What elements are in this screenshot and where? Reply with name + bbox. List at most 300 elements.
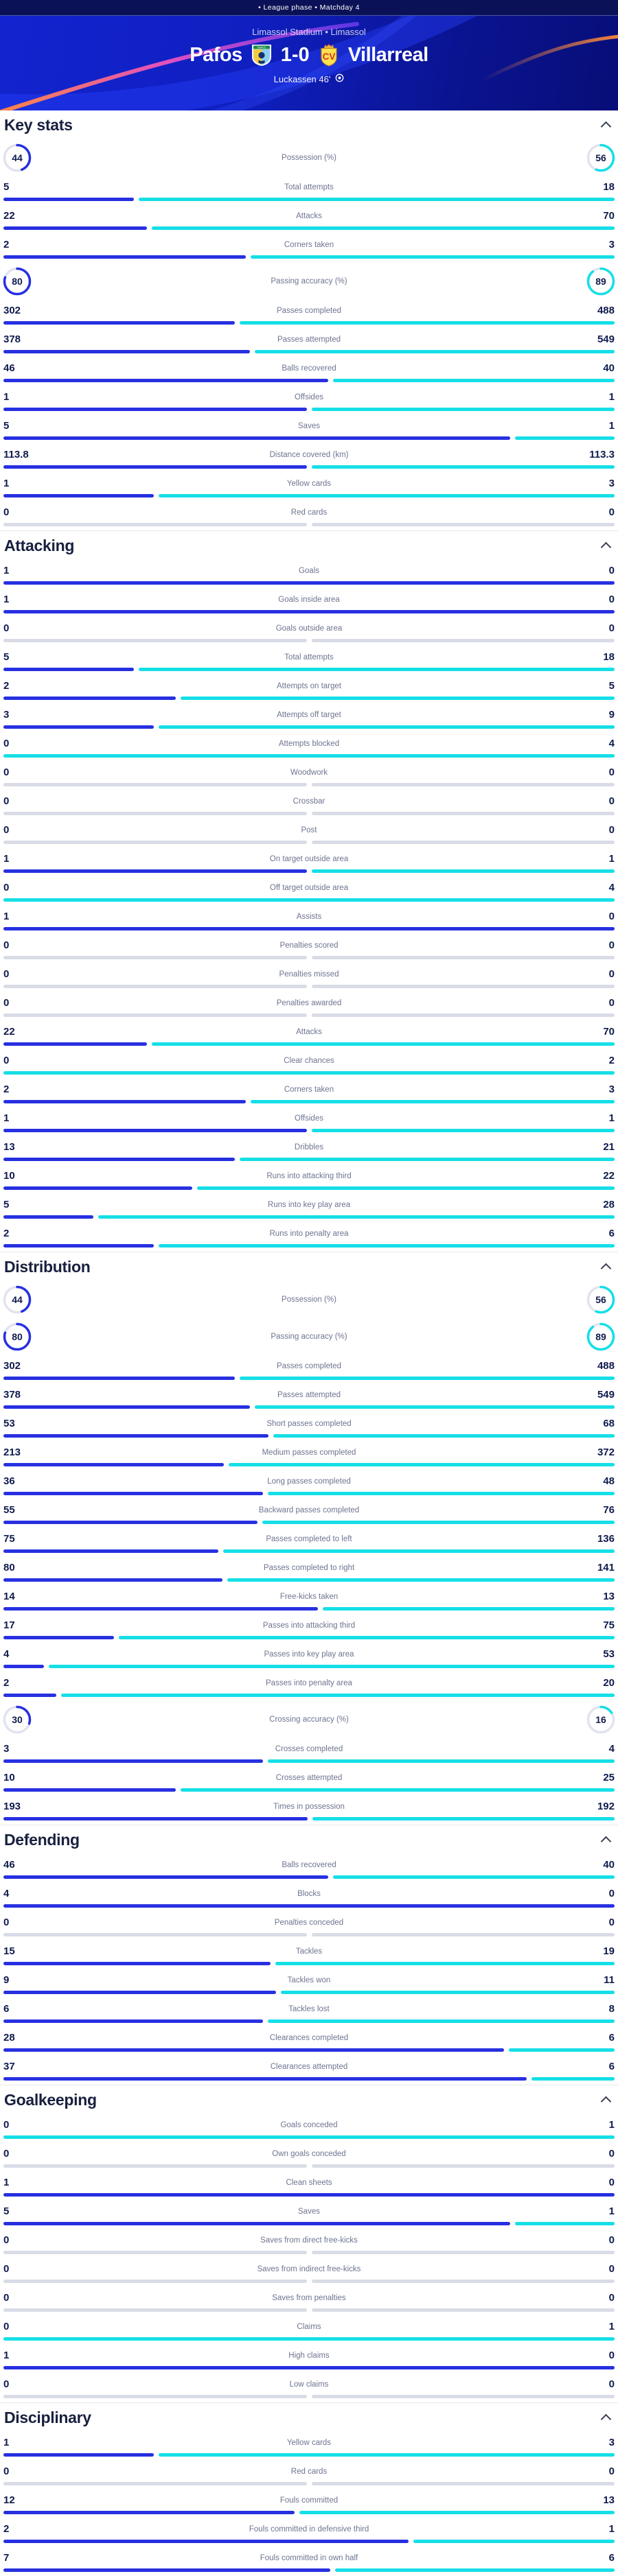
stat-bar bbox=[3, 1434, 615, 1438]
home-value: 9 bbox=[3, 1974, 10, 1986]
stat-row bbox=[0, 2374, 618, 2402]
away-value: 18 bbox=[603, 651, 615, 663]
stat-label: Balls recovered bbox=[282, 1861, 336, 1869]
home-bar-segment bbox=[3, 2482, 307, 2485]
away-bar-segment bbox=[3, 1071, 615, 1075]
home-bar-segment bbox=[3, 1549, 218, 1553]
away-bar-segment bbox=[240, 1158, 615, 1161]
away-value: 0 bbox=[608, 766, 615, 778]
stat-row bbox=[0, 2143, 618, 2172]
stat-row bbox=[0, 234, 618, 263]
home-value: 0 bbox=[3, 2378, 10, 2390]
section-header[interactable] bbox=[0, 1825, 618, 1854]
stat-label: Off target outside area bbox=[269, 884, 349, 892]
stat-label: Tackles bbox=[295, 1947, 323, 1956]
away-value: 4 bbox=[608, 1743, 615, 1755]
stat-bar bbox=[3, 1492, 615, 1495]
away-value: 68 bbox=[603, 1418, 615, 1429]
collapse-chevron-icon[interactable] bbox=[601, 2096, 612, 2107]
stat-row bbox=[0, 1136, 618, 1165]
away-bar-segment bbox=[251, 1100, 615, 1103]
stat-label: Crosses attempted bbox=[275, 1774, 343, 1782]
away-value: 6 bbox=[608, 2061, 615, 2072]
home-value: 13 bbox=[3, 1141, 15, 1153]
away-bar-segment bbox=[312, 783, 615, 786]
stat-row bbox=[0, 2172, 618, 2201]
stat-bar bbox=[3, 1405, 615, 1409]
stat-row bbox=[0, 762, 618, 791]
away-bar-segment bbox=[159, 725, 615, 729]
home-bar-segment bbox=[3, 2395, 307, 2398]
away-value: 70 bbox=[603, 210, 615, 222]
section-attacking bbox=[0, 530, 618, 1252]
home-value: 0 bbox=[3, 882, 10, 893]
away-bar-segment bbox=[312, 2395, 615, 2398]
home-value: 0 bbox=[3, 2234, 10, 2246]
home-value: 0 bbox=[3, 1055, 10, 1066]
away-bar-segment bbox=[312, 1014, 615, 1017]
away-bar-segment bbox=[152, 1042, 615, 1046]
stat-bar bbox=[3, 1549, 615, 1553]
home-value: 0 bbox=[3, 622, 10, 634]
away-value: 0 bbox=[608, 2466, 615, 2477]
stat-label: Corners taken bbox=[284, 241, 334, 249]
home-value: 1 bbox=[3, 391, 10, 403]
home-value: 4 bbox=[3, 1888, 10, 1899]
stat-row bbox=[0, 992, 618, 1021]
away-value: 76 bbox=[603, 1504, 615, 1516]
home-bar-segment bbox=[3, 783, 307, 786]
home-value: 113.8 bbox=[3, 449, 29, 460]
away-value: 0 bbox=[608, 795, 615, 807]
stat-label: Clearances completed bbox=[269, 2034, 349, 2042]
away-value: 0 bbox=[608, 824, 615, 836]
home-value: 1 bbox=[3, 594, 10, 605]
away-bar-segment bbox=[152, 226, 615, 230]
stat-row bbox=[0, 1079, 618, 1108]
stat-bar bbox=[3, 2077, 615, 2081]
stat-label: On target outside area bbox=[269, 855, 349, 863]
away-value: 0 bbox=[608, 2350, 615, 2361]
stat-bar bbox=[3, 1788, 615, 1792]
home-value: 2 bbox=[3, 1084, 10, 1095]
stat-bar bbox=[3, 1042, 615, 1046]
away-bar-segment bbox=[281, 1991, 615, 1994]
stat-row bbox=[0, 473, 618, 502]
stat-row bbox=[0, 1223, 618, 1252]
away-bar-segment bbox=[312, 2251, 615, 2254]
section-header[interactable] bbox=[0, 110, 618, 139]
stat-bar bbox=[3, 2568, 615, 2572]
away-value: 75 bbox=[603, 1619, 615, 1631]
stat-label: Penalties scored bbox=[279, 941, 339, 950]
home-bar-segment bbox=[3, 2308, 307, 2312]
home-value: 7 bbox=[3, 2552, 10, 2564]
stat-label: Clean sheets bbox=[286, 2179, 332, 2187]
away-bar-segment bbox=[119, 1636, 615, 1639]
stat-row bbox=[0, 1998, 618, 2027]
stat-row bbox=[0, 1557, 618, 1586]
home-value: 4 bbox=[3, 1648, 10, 1660]
home-value: 0 bbox=[3, 1917, 10, 1928]
stat-label: Fouls committed in defensive third bbox=[249, 2525, 369, 2533]
away-team-name[interactable]: Villarreal bbox=[347, 43, 428, 66]
stat-row bbox=[0, 1194, 618, 1223]
collapse-chevron-icon[interactable] bbox=[601, 1263, 612, 1274]
home-value: 2 bbox=[3, 680, 10, 692]
stat-row bbox=[0, 2114, 618, 2143]
stat-label: Assists bbox=[296, 913, 322, 921]
away-value: 5 bbox=[608, 680, 615, 692]
stat-bar bbox=[3, 2280, 615, 2283]
home-bar-segment bbox=[3, 2251, 307, 2254]
stat-label: Fouls committed bbox=[279, 2496, 339, 2505]
home-bar-segment bbox=[3, 1129, 307, 1132]
home-value: 53 bbox=[3, 1418, 15, 1429]
match-header bbox=[0, 0, 618, 110]
home-value: 5 bbox=[3, 181, 10, 193]
stat-bar bbox=[3, 1578, 615, 1582]
stat-bar bbox=[3, 1071, 615, 1075]
home-bar-segment bbox=[3, 198, 134, 201]
stat-label: Attempts blocked bbox=[278, 740, 340, 748]
away-bar-segment bbox=[227, 1578, 615, 1582]
away-bar-segment bbox=[333, 1875, 615, 1879]
away-value: 192 bbox=[597, 1801, 615, 1812]
stat-row bbox=[0, 2518, 618, 2547]
football-icon bbox=[335, 73, 344, 82]
away-bar-segment bbox=[3, 2337, 615, 2341]
home-bar-segment bbox=[3, 812, 307, 815]
home-bar-segment bbox=[3, 927, 615, 930]
stat-row bbox=[0, 2056, 618, 2085]
away-value: 6 bbox=[608, 2552, 615, 2564]
home-bar-segment bbox=[3, 350, 250, 353]
svg-text:ΠΑΦΟΣ: ΠΑΦΟΣ bbox=[257, 46, 266, 49]
stat-row bbox=[0, 618, 618, 646]
home-bar-segment bbox=[3, 1244, 154, 1248]
away-value: 20 bbox=[603, 1677, 615, 1689]
stat-row bbox=[0, 263, 618, 300]
home-value: 1 bbox=[3, 2350, 10, 2361]
stat-row bbox=[0, 2432, 618, 2461]
stat-bar bbox=[3, 841, 615, 844]
home-bar-segment bbox=[3, 668, 134, 671]
home-value: 1 bbox=[3, 911, 10, 922]
stat-label: Runs into attacking third bbox=[266, 1172, 352, 1180]
stat-label: Passes into penalty area bbox=[266, 1679, 352, 1687]
stat-bar bbox=[3, 255, 615, 259]
away-value: 3 bbox=[608, 478, 615, 489]
away-value: 0 bbox=[608, 2292, 615, 2304]
stat-label: Backward passes completed bbox=[258, 1506, 360, 1514]
stat-label: Attacks bbox=[296, 1028, 322, 1036]
home-value: 12 bbox=[3, 2494, 15, 2506]
competition-bar bbox=[0, 0, 618, 16]
stats-sections bbox=[0, 110, 618, 2576]
home-bar-segment bbox=[3, 1405, 250, 1409]
home-bar-segment bbox=[3, 2280, 307, 2283]
stat-label: Goals bbox=[298, 567, 320, 575]
stat-label: Passes completed bbox=[277, 1362, 341, 1370]
away-value: 0 bbox=[608, 939, 615, 951]
stat-row bbox=[0, 139, 618, 176]
stat-bar bbox=[3, 2222, 615, 2225]
stat-bar bbox=[3, 2164, 615, 2168]
stat-row bbox=[0, 1413, 618, 1442]
away-value: 70 bbox=[603, 1026, 615, 1038]
away-bar-segment bbox=[255, 350, 615, 353]
home-value: 302 bbox=[3, 305, 21, 316]
away-bar-segment bbox=[312, 1817, 615, 1820]
away-value: 4 bbox=[608, 738, 615, 749]
stat-label: Saves bbox=[298, 2208, 320, 2216]
stat-row bbox=[0, 848, 618, 877]
home-value: 0 bbox=[3, 795, 10, 807]
stat-bar bbox=[3, 2395, 615, 2398]
home-value: 193 bbox=[3, 1801, 21, 1812]
home-value: 302 bbox=[3, 1360, 21, 1372]
stat-row bbox=[0, 1442, 618, 1471]
section-title: Attacking bbox=[4, 536, 75, 554]
home-value: 0 bbox=[3, 997, 10, 1009]
home-value: 0 bbox=[3, 939, 10, 951]
stat-label: Possession (%) bbox=[282, 154, 336, 162]
away-value: 488 bbox=[597, 1360, 615, 1372]
away-bar-segment bbox=[509, 2048, 615, 2052]
stat-row bbox=[0, 1912, 618, 1941]
home-bar-segment bbox=[3, 1521, 258, 1524]
home-bar-segment bbox=[3, 956, 307, 959]
away-value: 549 bbox=[597, 1389, 615, 1401]
stat-bar bbox=[3, 2048, 615, 2052]
stat-row bbox=[0, 704, 618, 733]
stat-bar bbox=[3, 869, 615, 873]
away-value: 0 bbox=[608, 2263, 615, 2275]
stat-row bbox=[0, 2316, 618, 2345]
stat-label: Runs into penalty area bbox=[269, 1230, 349, 1238]
stat-row bbox=[0, 1050, 618, 1079]
stat-label: Blocks bbox=[297, 1890, 321, 1898]
stat-bar bbox=[3, 379, 615, 382]
away-value: 1 bbox=[608, 1112, 615, 1124]
goalscorer-text: Luckassen 46' bbox=[273, 73, 331, 84]
stat-label: Red cards bbox=[290, 508, 328, 517]
stat-bar bbox=[3, 523, 615, 526]
away-bar-segment bbox=[312, 956, 615, 959]
away-bar-segment bbox=[251, 255, 615, 259]
stat-bar bbox=[3, 2193, 615, 2197]
collapse-chevron-icon[interactable] bbox=[601, 121, 612, 132]
stat-label: Passes into key play area bbox=[264, 1650, 354, 1659]
home-bar-segment bbox=[3, 379, 328, 382]
home-bar-segment bbox=[3, 321, 235, 325]
home-bar-segment bbox=[3, 1788, 176, 1792]
away-value: 3 bbox=[608, 2437, 615, 2448]
away-value: 6 bbox=[608, 2032, 615, 2044]
away-bar-segment bbox=[3, 898, 615, 902]
home-value: 15 bbox=[3, 1945, 15, 1957]
stat-row bbox=[0, 1281, 618, 1318]
home-value: 1 bbox=[3, 565, 10, 576]
stat-circle-value: 44 bbox=[12, 1294, 23, 1305]
home-bar-segment bbox=[3, 2193, 615, 2197]
stat-bar bbox=[3, 725, 615, 729]
home-bar-segment bbox=[3, 2568, 330, 2572]
stat-bar bbox=[3, 1014, 615, 1017]
stat-label: Long passes completed bbox=[267, 1477, 351, 1486]
stat-row bbox=[0, 205, 618, 234]
home-value: 1 bbox=[3, 478, 10, 489]
stat-bar bbox=[3, 1463, 615, 1466]
away-bar-segment bbox=[159, 494, 615, 497]
home-bar-segment bbox=[3, 465, 307, 469]
pafos-badge-shield bbox=[251, 44, 272, 67]
stat-bar bbox=[3, 2251, 615, 2254]
stat-label: Goals conceded bbox=[280, 2121, 338, 2129]
home-bar-segment bbox=[3, 2540, 409, 2543]
away-bar-segment bbox=[275, 1962, 615, 1965]
stat-bar bbox=[3, 2308, 615, 2312]
stat-bar bbox=[3, 639, 615, 642]
home-value: 80 bbox=[3, 1562, 15, 1573]
home-value: 22 bbox=[3, 1026, 15, 1038]
home-bar-segment bbox=[3, 1434, 268, 1438]
stat-row bbox=[0, 791, 618, 819]
stat-bar bbox=[3, 2337, 615, 2341]
away-bar-segment bbox=[312, 2280, 615, 2283]
stat-bar bbox=[3, 350, 615, 353]
away-value: 3 bbox=[608, 1084, 615, 1095]
stat-label: Penalties missed bbox=[279, 970, 339, 979]
away-value: 18 bbox=[603, 181, 615, 193]
stat-row bbox=[0, 2345, 618, 2374]
away-value: 1 bbox=[608, 2523, 615, 2535]
stat-bar bbox=[3, 1215, 615, 1219]
collapse-chevron-icon[interactable] bbox=[601, 541, 612, 552]
stat-circle-value: 80 bbox=[12, 276, 23, 287]
home-value: 75 bbox=[3, 1533, 15, 1545]
match-score: 1-0 bbox=[280, 43, 310, 66]
home-bar-segment bbox=[3, 1991, 276, 1994]
stat-bar bbox=[3, 1607, 615, 1611]
stat-circle-away bbox=[586, 1322, 616, 1352]
section-header[interactable] bbox=[0, 1252, 618, 1281]
stat-row bbox=[0, 386, 618, 415]
away-bar-segment bbox=[312, 2482, 615, 2485]
away-bar-segment bbox=[335, 2568, 615, 2572]
home-value: 378 bbox=[3, 1389, 21, 1401]
home-bar-segment bbox=[3, 494, 154, 497]
stat-label: Offsides bbox=[295, 1114, 323, 1123]
away-value: 25 bbox=[603, 1772, 615, 1783]
section-title: Goalkeeping bbox=[4, 2090, 97, 2109]
stat-label: Passes into attacking third bbox=[262, 1621, 356, 1630]
section-header[interactable] bbox=[0, 2402, 618, 2432]
home-bar-segment bbox=[3, 869, 307, 873]
home-value: 3 bbox=[3, 709, 10, 721]
section-header[interactable] bbox=[0, 530, 618, 560]
stat-label: Short passes completed bbox=[266, 1420, 352, 1428]
away-value: 0 bbox=[608, 911, 615, 922]
away-value: 0 bbox=[608, 997, 615, 1009]
home-bar-segment bbox=[3, 841, 307, 844]
stat-bar bbox=[3, 226, 615, 230]
stat-label: Goals outside area bbox=[275, 624, 343, 633]
stat-bar bbox=[3, 1521, 615, 1524]
away-value: 4 bbox=[608, 882, 615, 893]
stat-bar bbox=[3, 1186, 615, 1190]
away-bar-segment bbox=[139, 198, 615, 201]
stat-label: Low claims bbox=[289, 2380, 329, 2389]
home-value: 2 bbox=[3, 239, 10, 250]
stat-row bbox=[0, 1021, 618, 1050]
away-bar-segment bbox=[240, 1377, 615, 1380]
stat-bar bbox=[3, 668, 615, 671]
home-team-name[interactable]: Pafos bbox=[190, 43, 242, 66]
goalscorer-line bbox=[274, 73, 345, 84]
home-value: 46 bbox=[3, 1859, 15, 1871]
home-bar-segment bbox=[3, 2164, 307, 2168]
stat-row bbox=[0, 906, 618, 935]
stat-bar bbox=[3, 1100, 615, 1103]
stat-row bbox=[0, 1796, 618, 1825]
collapse-chevron-icon[interactable] bbox=[601, 1836, 612, 1847]
home-bar-segment bbox=[3, 1962, 271, 1965]
away-value: 0 bbox=[608, 506, 615, 518]
away-bar-segment bbox=[240, 321, 615, 325]
stat-bar bbox=[3, 2482, 615, 2485]
section-header[interactable] bbox=[0, 2085, 618, 2114]
away-value: 1 bbox=[608, 2321, 615, 2332]
away-bar-segment bbox=[49, 1665, 615, 1668]
stat-label: Woodwork bbox=[290, 769, 328, 777]
away-value: 0 bbox=[608, 1888, 615, 1899]
stat-label: Clear chances bbox=[284, 1057, 334, 1065]
villarreal-badge-shield bbox=[319, 43, 339, 67]
home-value: 0 bbox=[3, 766, 10, 778]
home-value: 55 bbox=[3, 1504, 15, 1516]
home-value: 46 bbox=[3, 362, 15, 374]
home-bar-segment bbox=[3, 2077, 527, 2081]
home-bar-segment bbox=[3, 1875, 328, 1879]
stat-label: Crossing accuracy (%) bbox=[269, 1716, 349, 1724]
away-bar-segment bbox=[413, 2540, 615, 2543]
away-value: 372 bbox=[597, 1447, 615, 1458]
home-value: 1 bbox=[3, 853, 10, 865]
away-bar-segment bbox=[268, 1759, 615, 1763]
stat-row bbox=[0, 1969, 618, 1998]
stat-row bbox=[0, 877, 618, 906]
away-value: 22 bbox=[603, 1170, 615, 1182]
home-bar-segment bbox=[3, 985, 307, 988]
away-bar-segment bbox=[312, 841, 615, 844]
stat-label: Passes completed to right bbox=[263, 1564, 355, 1572]
stat-label: Tackles won bbox=[287, 1976, 331, 1984]
stat-bar bbox=[3, 696, 615, 700]
stat-label: Attempts on target bbox=[277, 682, 341, 690]
away-value: 141 bbox=[597, 1562, 615, 1573]
home-value: 0 bbox=[3, 2466, 10, 2477]
stat-row bbox=[0, 1384, 618, 1413]
stat-label: Total attempts bbox=[284, 183, 334, 191]
home-bar-segment bbox=[3, 1578, 222, 1582]
collapse-chevron-icon[interactable] bbox=[601, 2413, 612, 2424]
stat-label: Passes attempted bbox=[277, 1391, 341, 1399]
stat-label: Tackles lost bbox=[288, 2005, 330, 2013]
home-bar-segment bbox=[3, 2048, 504, 2052]
section-goalkeeping bbox=[0, 2085, 618, 2402]
